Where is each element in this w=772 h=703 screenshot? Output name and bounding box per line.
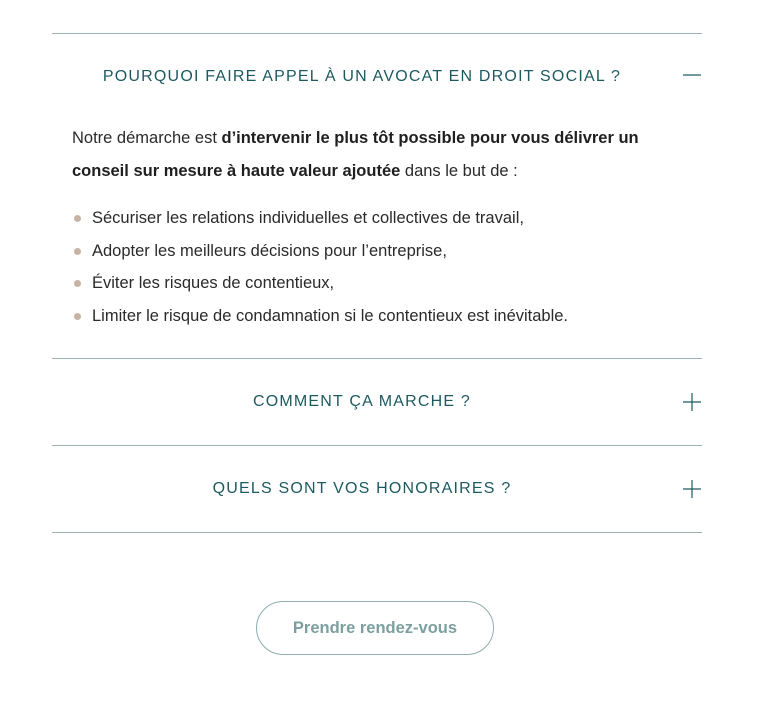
list-item-text: Adopter les meilleurs décisions pour l’entreprise,	[92, 241, 447, 260]
faq-item-fees	[52, 445, 702, 533]
answer-intro-start: Notre démarche est	[72, 129, 222, 147]
bullet-dot-icon	[74, 280, 81, 287]
bullet-dot-icon	[74, 215, 81, 222]
list-item	[72, 267, 682, 300]
list-item-text: Limiter le risque de condamnation si le contentieux est inévitable.	[92, 306, 569, 325]
bullet-dot-icon	[74, 313, 81, 320]
plus-icon[interactable]	[682, 479, 702, 499]
list-item-text: Éviter les risques de contentieux,	[92, 274, 335, 292]
faq-question-row[interactable]	[52, 34, 702, 120]
faq-item-why-lawyer	[52, 33, 702, 358]
answer-intro-bold: d’intervenir le plus tôt possible pour vous délivrer un conseil sur mesure à haute valeur ajoutée	[72, 129, 639, 180]
faq-item-how-it-works	[52, 358, 702, 445]
faq-question-row[interactable]	[52, 446, 702, 532]
plus-icon[interactable]	[682, 392, 702, 412]
list-item-text: Sécuriser les relations individuelles et collectives de travail,	[92, 209, 524, 227]
list-item	[72, 202, 682, 235]
faq-question[interactable]: QUELS SONT VOS HONORAIRES ?	[212, 480, 512, 497]
book-appointment-button[interactable]: Prendre rendez-vous	[256, 601, 494, 655]
faq-accordion	[52, 33, 702, 533]
faq-question[interactable]: COMMENT ÇA MARCHE ?	[252, 393, 472, 410]
minus-icon[interactable]	[682, 65, 702, 85]
bullet-dot-icon	[74, 248, 81, 255]
faq-question-row[interactable]	[52, 359, 702, 445]
answer-intro-end: dans le but de :	[400, 162, 518, 180]
faq-answer	[52, 120, 702, 358]
answer-bullet-list	[72, 202, 682, 332]
faq-question[interactable]: POURQUOI FAIRE APPEL À UN AVOCAT EN DROIT SOCIAL ?	[102, 68, 622, 85]
answer-intro	[72, 122, 682, 188]
list-item	[72, 300, 682, 333]
list-item	[72, 235, 682, 268]
